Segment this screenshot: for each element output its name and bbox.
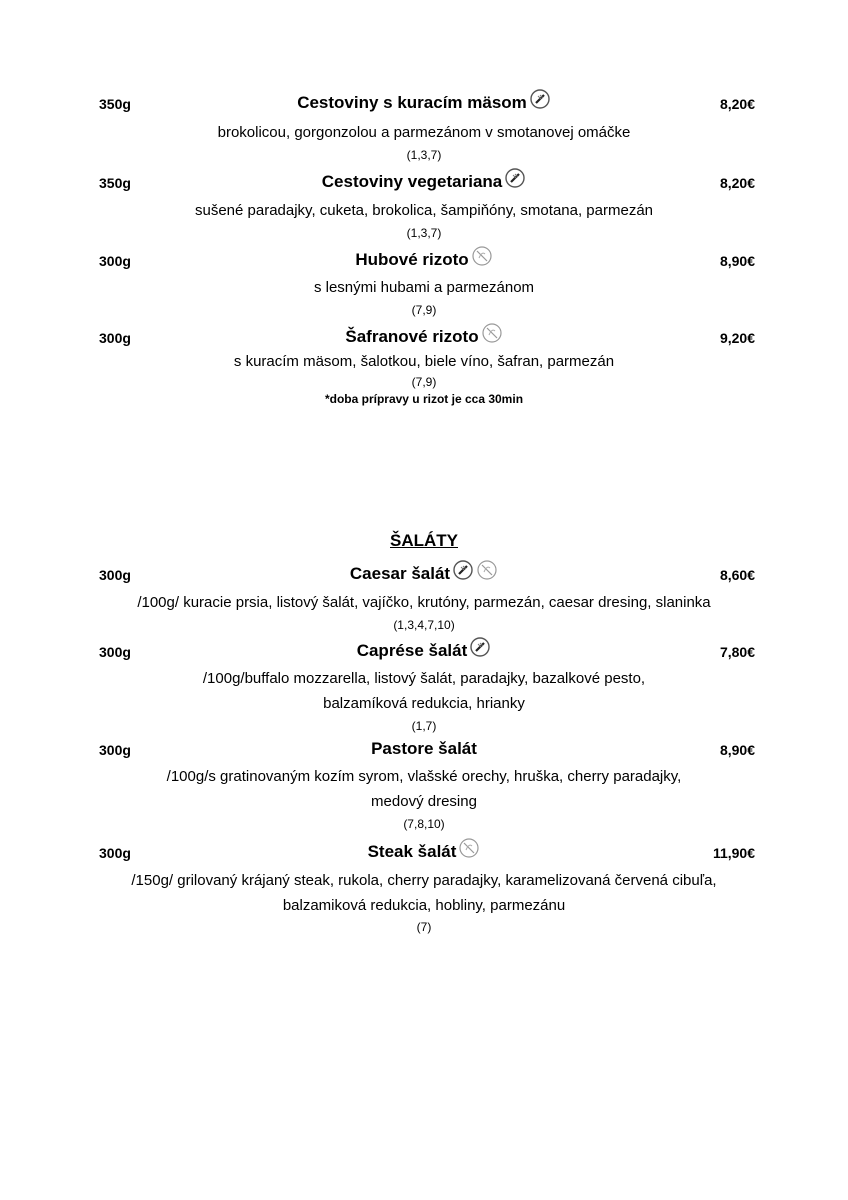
- item-weight: 350g: [99, 175, 131, 191]
- item-description: /150g/ grilovaný krájaný steak, rukola, cherry paradajky, karamelizovaná červená cibuľa,: [131, 872, 717, 889]
- item-description-2: balzamiková redukcia, hobliny, parmezánu: [282, 897, 566, 914]
- item-allergens: (7): [416, 920, 432, 934]
- gluten-free-icon: [471, 245, 493, 267]
- item-allergens: (1,3,4,7,10): [393, 618, 455, 632]
- item-allergens: (7,8,10): [403, 817, 445, 831]
- item-price: 11,90€: [712, 845, 755, 861]
- item-name: Cestoviny s kuracím mäsom: [297, 92, 527, 112]
- item-name: Cestoviny vegetariana: [321, 171, 503, 191]
- menu-item-hubove-rizoto: [0, 249, 848, 275]
- item-price: 8,20€: [719, 96, 755, 112]
- item-description-2: balzamíková redukcia, hrianky: [323, 695, 525, 712]
- section-title-salads: ŠALÁTY: [390, 531, 458, 550]
- no-gluten-icon: [452, 559, 474, 581]
- item-price: 8,60€: [719, 567, 755, 583]
- item-weight: 300g: [99, 644, 131, 660]
- item-weight: 300g: [99, 742, 131, 758]
- item-price: 9,20€: [719, 330, 755, 346]
- item-weight: 300g: [99, 567, 131, 583]
- item-price: 8,20€: [719, 175, 755, 191]
- gluten-free-icon: [476, 559, 498, 581]
- item-name: Steak šalát: [367, 841, 457, 861]
- menu-item-cestoviny-vegetariana: [0, 171, 848, 197]
- menu-item-steak-salat: [0, 841, 848, 867]
- menu-item-safranove-rizoto: [0, 326, 848, 352]
- item-weight: 350g: [99, 96, 131, 112]
- item-weight: 300g: [99, 253, 131, 269]
- item-price: 7,80€: [719, 644, 755, 660]
- item-price: 8,90€: [719, 742, 755, 758]
- item-allergens: (1,3,7): [406, 226, 442, 240]
- item-weight: 300g: [99, 845, 131, 861]
- item-name: Caprése šalát: [356, 640, 468, 660]
- risotto-prep-note: *doba prípravy u rizot je cca 30min: [324, 392, 524, 406]
- gluten-free-icon: [458, 837, 480, 859]
- no-gluten-icon: [504, 167, 526, 189]
- item-allergens: (1,3,7): [406, 148, 442, 162]
- item-description: brokolicou, gorgonzolou a parmezánom v smotanovej omáčke: [217, 124, 631, 141]
- no-gluten-icon: [469, 636, 491, 658]
- item-allergens: (7,9): [411, 303, 437, 317]
- gluten-free-icon: [481, 322, 503, 344]
- item-description: s lesnými hubami a parmezánom: [313, 279, 535, 296]
- item-description: /100g/s gratinovaným kozím syrom, vlašské orechy, hruška, cherry paradajky,: [166, 768, 682, 785]
- item-weight: 300g: [99, 330, 131, 346]
- menu-item-cestoviny-kuracie: [0, 92, 848, 118]
- item-description: /100g/buffalo mozzarella, listový šalát, paradajky, bazalkové pesto,: [202, 670, 646, 687]
- no-gluten-icon: [529, 88, 551, 110]
- item-name: Šafranové rizoto: [345, 326, 479, 346]
- item-name: Caesar šalát: [349, 563, 451, 583]
- item-price: 8,90€: [719, 253, 755, 269]
- item-description: /100g/ kuracie prsia, listový šalát, vajíčko, krutóny, parmezán, caesar dresing, slaninka: [137, 594, 711, 611]
- item-description-2: medový dresing: [371, 793, 477, 810]
- item-description: s kuracím mäsom, šalotkou, biele víno, šafran, parmezán: [233, 353, 615, 370]
- menu-item-caprese-salat: [0, 640, 848, 666]
- item-name: Pastore šalát: [371, 738, 477, 758]
- item-name: Hubové rizoto: [355, 249, 469, 269]
- item-allergens: (7,9): [411, 375, 437, 389]
- item-allergens: (1,7): [411, 719, 437, 733]
- menu-item-caesar-salat: [0, 563, 848, 589]
- menu-item-pastore-salat: [0, 738, 848, 764]
- item-description: sušené paradajky, cuketa, brokolica, šampiňóny, smotana, parmezán: [194, 202, 654, 219]
